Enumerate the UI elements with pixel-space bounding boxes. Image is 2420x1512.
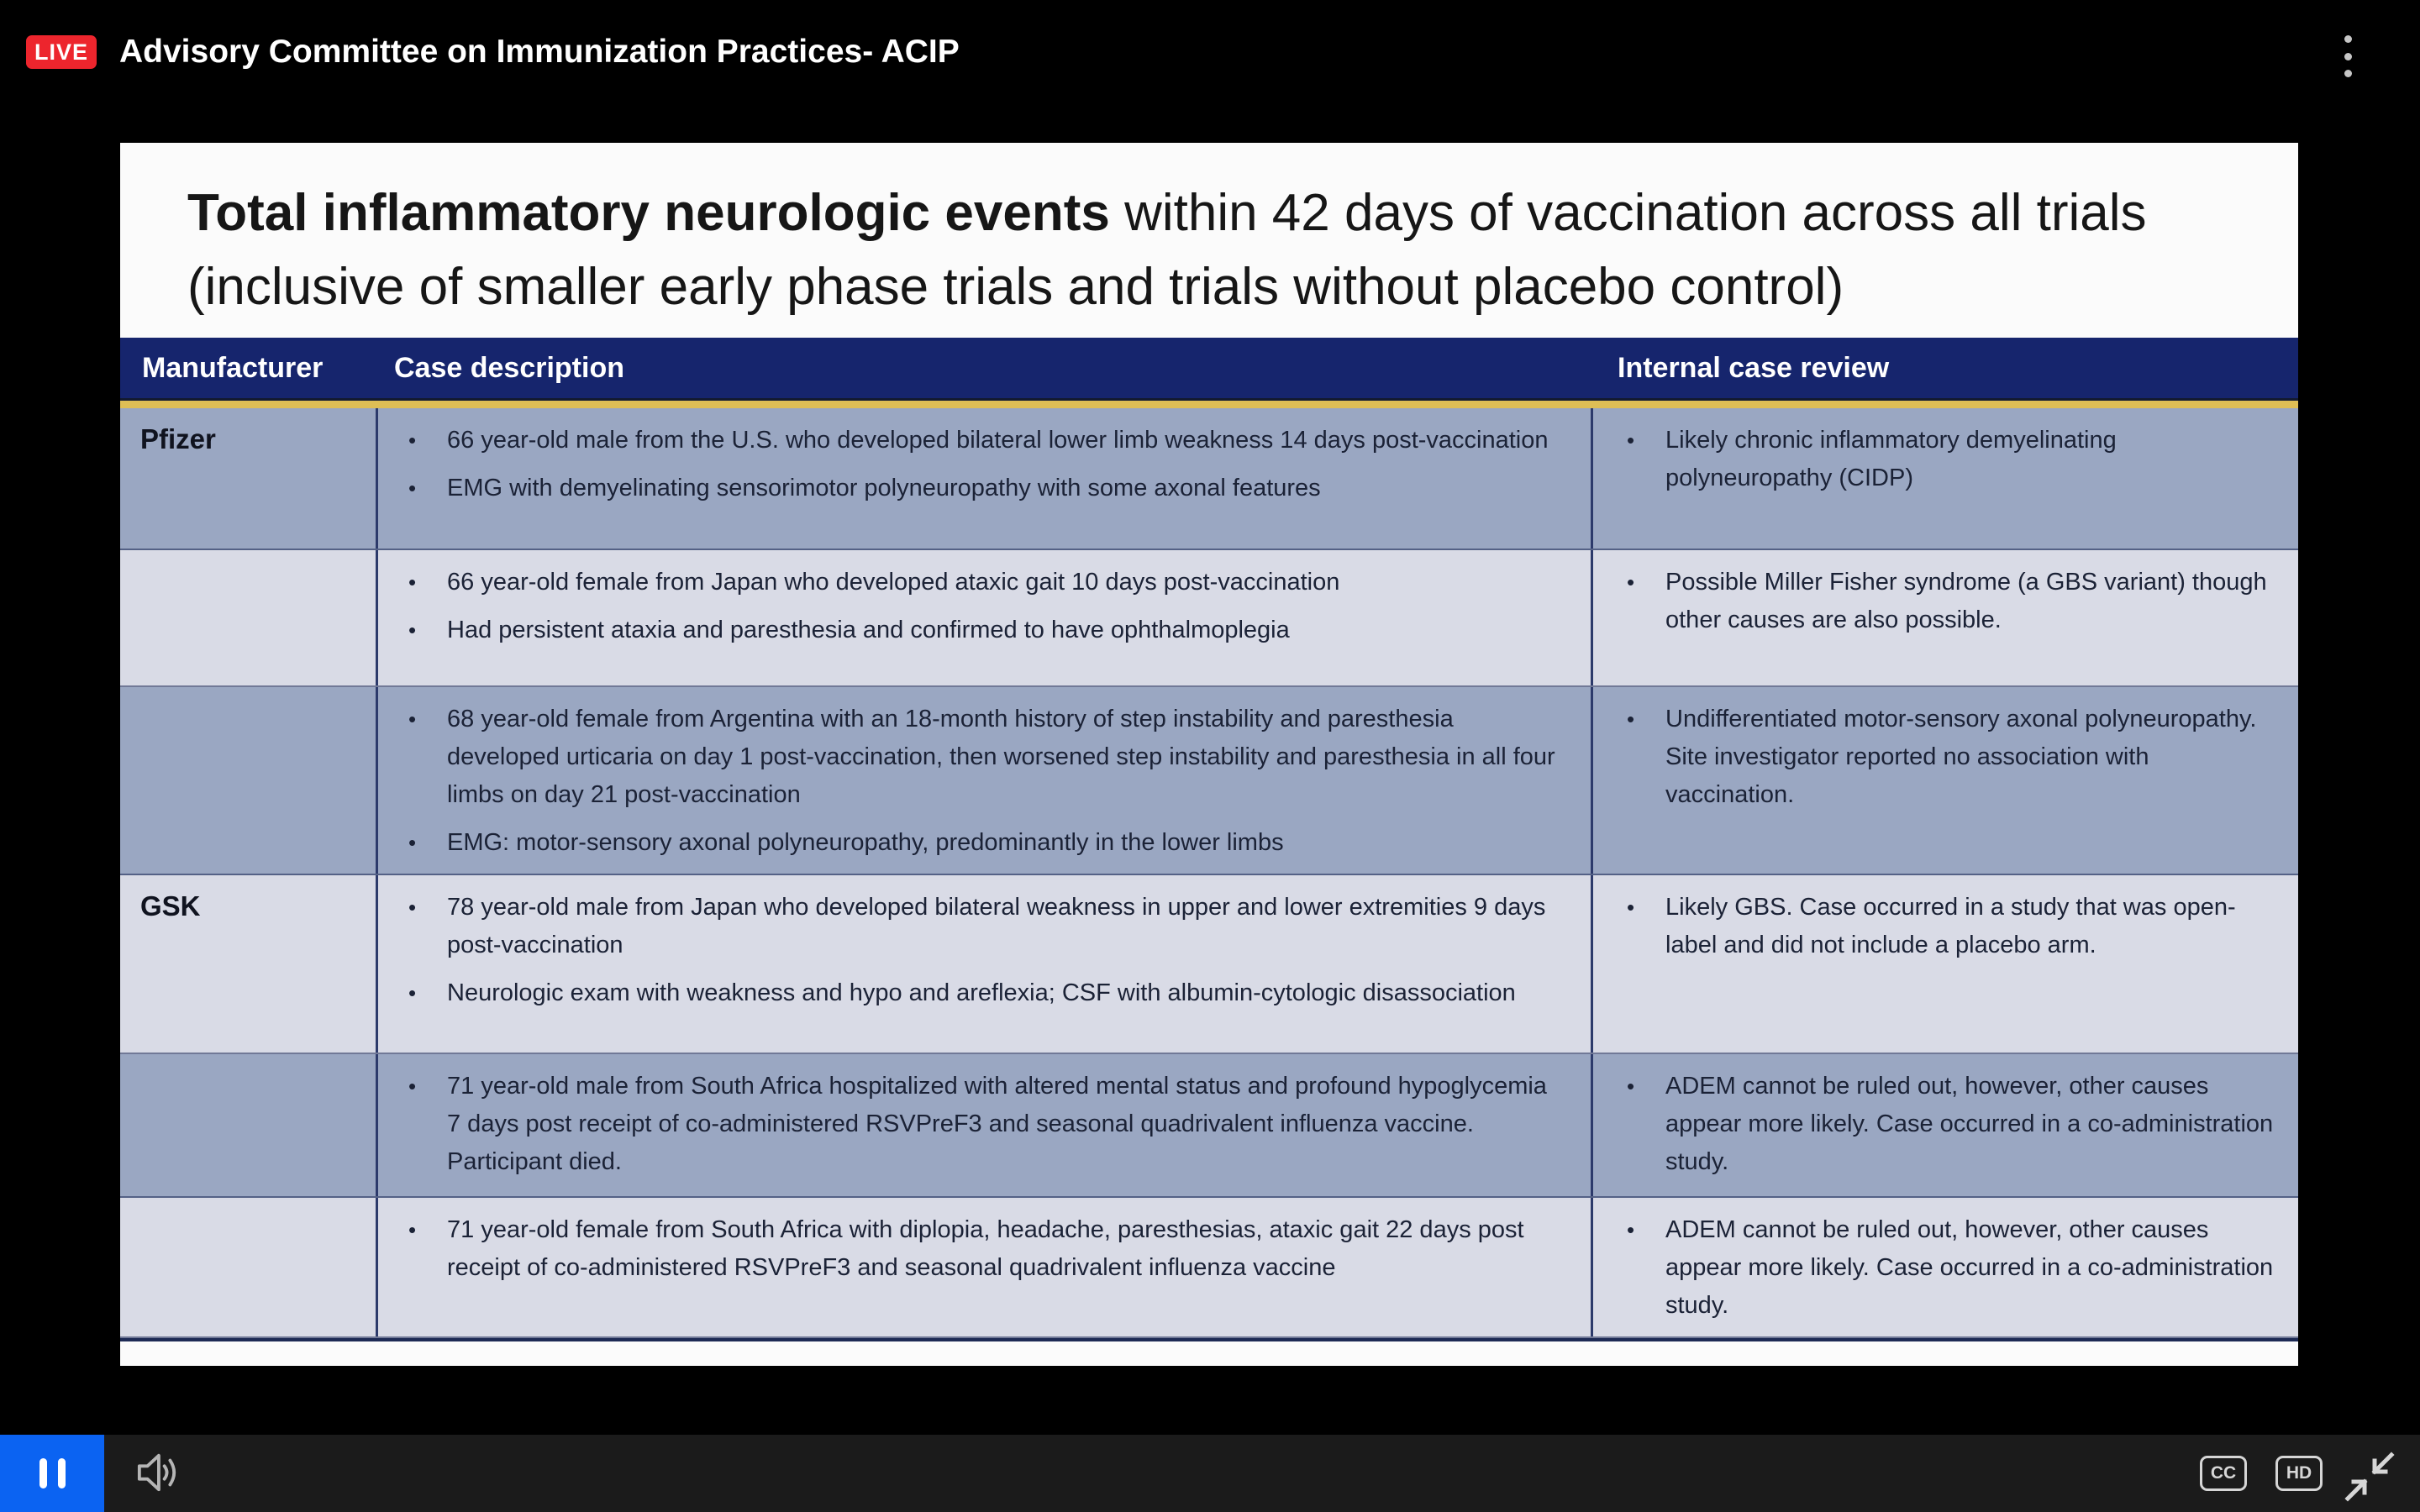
cc-button[interactable]: CC [2200, 1456, 2247, 1491]
review-bullet: • Likely chronic inflammatory demyelinating polyneuropathy (CIDP) [1593, 422, 2275, 497]
case-bullet: • EMG with demyelinating sensorimotor polyneuropathy with some axonal features [378, 470, 1567, 507]
review-bullet: • Undifferentiated motor-sensory axonal polyneuropathy. Site investigator reported no association with vaccination. [1593, 701, 2275, 814]
case-bullet: • Had persistent ataxia and paresthesia and confirmed to have ophthalmoplegia [378, 612, 1567, 649]
internal-review-cell [1591, 1054, 2298, 1196]
table-row [120, 1054, 2298, 1198]
case-bullet: • EMG: motor-sensory axonal polyneuropathy, predominantly in the lower limbs [378, 824, 1567, 862]
case-description-cell [376, 875, 1591, 1053]
live-badge: LIVE [26, 35, 97, 69]
case-bullet: • Neurologic exam with weakness and hypo and areflexia; CSF with albumin-cytologic disassociation [378, 974, 1567, 1012]
player-bar [0, 1435, 2420, 1512]
internal-review-cell [1591, 875, 2298, 1053]
internal-review-cell [1591, 550, 2298, 685]
header-cell-manufacturer: Manufacturer [142, 351, 324, 384]
review-bullet: • Likely GBS. Case occurred in a study that was open-label and did not include a placebo arm. [1593, 889, 2275, 964]
case-table [120, 338, 2298, 1341]
presentation-slide [120, 143, 2298, 1366]
manufacturer-cell: Pfizer [140, 423, 216, 454]
case-bullet: • 71 year-old female from South Africa with diplopia, headache, paresthesias, ataxic gait 22 days post receipt of co-administered RSVPreF3 and seasonal quadrivalent influenza vaccine [378, 1211, 1567, 1287]
review-bullet: • ADEM cannot be ruled out, however, other causes appear more likely. Case occurred in a co-administration study. [1593, 1211, 2275, 1325]
case-description-cell [376, 1054, 1591, 1196]
slide-title [187, 176, 2238, 324]
review-bullet: • ADEM cannot be ruled out, however, other causes appear more likely. Case occurred in a co-administration study. [1593, 1068, 2275, 1181]
speaker-icon [133, 1452, 182, 1496]
case-bullet: • 71 year-old male from South Africa hospitalized with altered mental status and profound hypoglycemia 7 days post receipt of co-administered RSVPreF3 and seasonal quadrivalent influenza vaccine. Participant died. [378, 1068, 1567, 1181]
manufacturer-cell: GSK [140, 890, 201, 921]
manufacturer-cell [120, 687, 376, 874]
case-description-cell [376, 687, 1591, 874]
stream-top-bar [0, 0, 2420, 143]
review-bullet: • Possible Miller Fisher syndrome (a GBS variant) though other causes are also possible. [1593, 564, 2275, 639]
exit-fullscreen-icon [2343, 1492, 2395, 1504]
header-cell-internal-case-review: Internal case review [1618, 351, 1890, 384]
manufacturer-cell [120, 1054, 376, 1196]
slide-title-bold: Total inflammatory neurologic events [187, 184, 1110, 242]
volume-button[interactable] [128, 1446, 187, 1500]
internal-review-cell [1591, 1198, 2298, 1336]
table-row [120, 687, 2298, 875]
internal-review-cell [1591, 687, 2298, 874]
internal-review-cell [1591, 408, 2298, 549]
case-bullet: • 68 year-old female from Argentina with an 18-month history of step instability and paresthesia developed urticaria on day 1 post-vaccination, then worsened step instability and paresthesia in all four limbs on day 21 post-vaccination [378, 701, 1567, 814]
manufacturer-cell [120, 1198, 376, 1336]
stream-title: Advisory Committee on Immunization Practices- ACIP [119, 34, 960, 70]
header-accent-line [120, 398, 2298, 408]
table-row [120, 875, 2298, 1054]
table-row [120, 408, 2298, 550]
slide-title-rest: within 42 days of vaccination across all trials (inclusive of smaller early phase trials and trials without placebo control) [187, 184, 2147, 316]
exit-fullscreen-button[interactable] [2343, 1450, 2395, 1502]
case-bullet: • 66 year-old male from the U.S. who developed bilateral lower limb weakness 14 days post-vaccination [378, 422, 1567, 459]
table-row [120, 550, 2298, 687]
case-description-cell [376, 550, 1591, 685]
case-bullet: • 78 year-old male from Japan who developed bilateral weakness in upper and lower extremities 9 days post-vaccination [378, 889, 1567, 964]
manufacturer-cell [120, 550, 376, 685]
pause-icon [39, 1458, 66, 1488]
header-cell-case-description: Case description [394, 351, 624, 384]
case-bullet: • 66 year-old female from Japan who developed ataxic gait 10 days post-vaccination [378, 564, 1567, 601]
table-row [120, 1198, 2298, 1338]
kebab-menu-icon[interactable] [2331, 34, 2365, 79]
hd-button[interactable]: HD [2275, 1456, 2323, 1491]
table-header-row [120, 338, 2298, 398]
pause-button[interactable] [0, 1435, 104, 1512]
case-description-cell [376, 408, 1591, 549]
case-description-cell [376, 1198, 1591, 1336]
